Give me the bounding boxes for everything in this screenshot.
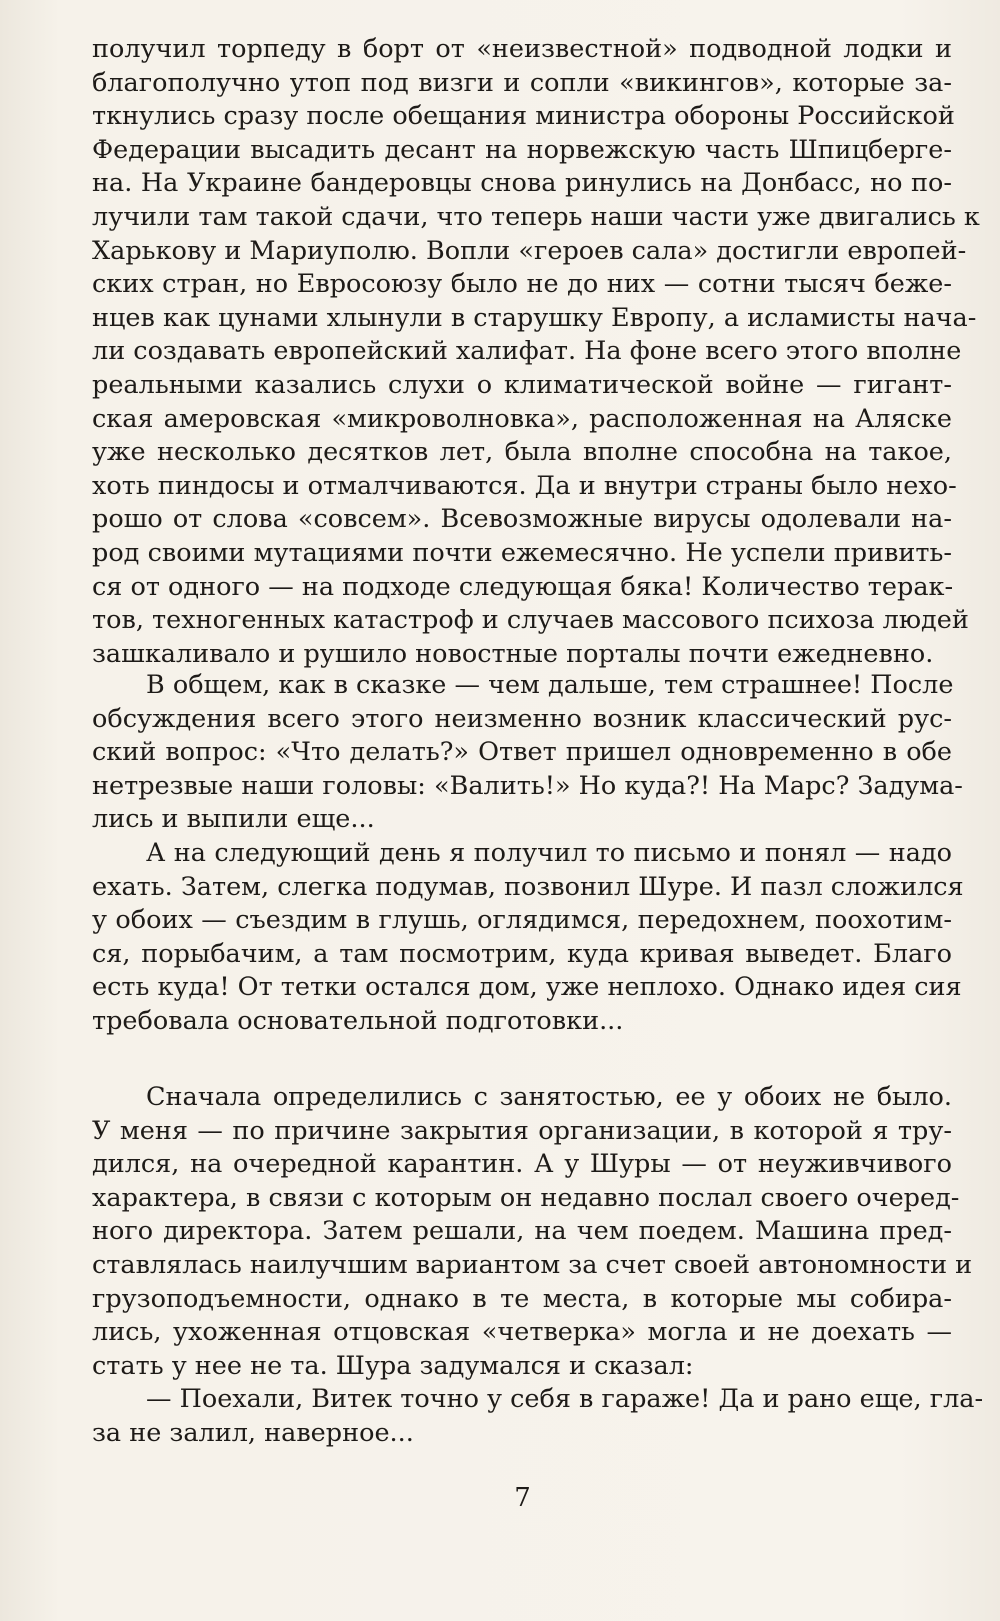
text-line: ехать. Затем, слегка подумав, позвонил Шуре. И пазл сложился — [92, 871, 964, 902]
text-line: на. На Украине бандеровцы снова ринулись на Донбасс, но по- — [92, 168, 952, 199]
text-line: ский вопрос: «Что делать?» Ответ пришел одновременно в обе — [92, 737, 952, 768]
text-line: нцев как цунами хлынули в старушку Европу, а исламисты нача- — [92, 302, 977, 333]
text-line: ткнулись сразу после обещания министра обороны Российской — [92, 101, 955, 132]
text-line: ставлялась наилучшим вариантом за счет своей автономности и — [92, 1249, 973, 1280]
paragraph-2 — [92, 669, 963, 837]
text-line: А на следующий день я получил то письмо и понял — надо — [146, 838, 952, 868]
text-line: рошо от слова «совсем». Всевозможные вирусы одолевали на- — [92, 504, 952, 535]
text-line: Харькову и Мариуполю. Вопли «героев сала» достигли европей- — [92, 235, 967, 266]
text-line: В общем, как в сказке — чем дальше, тем страшнее! После — [146, 670, 954, 700]
text-line: ся от одного — на подходе следующая бяка! Количество терак- — [92, 571, 954, 602]
text-line: род своими мутациями почти ежемесячно. Не успели привить- — [92, 537, 952, 568]
text-line: Федерации высадить десант на норвежскую часть Шпицберге- — [92, 134, 952, 165]
text-line: стать у нее не та. Шура задумался и сказал: — [92, 1350, 694, 1381]
text-line: ли создавать европейский халифат. На фоне всего этого вполне — [92, 336, 962, 367]
text-line: У меня — по причине закрытия организации, в которой я тру- — [92, 1115, 952, 1146]
paragraph-3 — [92, 837, 964, 1039]
text-line: требовала основательной подготовки... — [92, 1005, 624, 1036]
text-line: уже несколько десятков лет, была вполне способна на такое, — [92, 437, 952, 468]
text-line: нетрезвые наши головы: «Валить!» Но куда?! На Марс? Задума- — [92, 770, 963, 801]
text-line: тов, техногенных катастроф и случаев массового психоза людей — [92, 605, 969, 636]
text-line: дился, на очередной карантин. А у Шуры — от неуживчивого — [92, 1149, 952, 1180]
text-line: зашкаливало и рушило новостные порталы почти ежедневно. — [92, 638, 934, 669]
text-line: ская амеровская «микроволновка», расположенная на Аляске — [92, 403, 952, 434]
text-line: лучили там такой сдачи, что теперь наши части уже двигались к — [92, 201, 980, 232]
text-line: ских стран, но Евросоюзу было не до них — сотни тысяч беже- — [92, 269, 952, 300]
text-line: лись, ухоженная отцовская «четверка» могла и не доехать — — [92, 1317, 952, 1348]
text-line: — Поехали, Витек точно у себя в гараже! Да и рано еще, гла- — [146, 1384, 984, 1414]
text-line: ся, порыбачим, а там посмотрим, куда кривая выведет. Благо — [92, 938, 952, 969]
page-number: 7 — [514, 1483, 531, 1513]
text-line: Сначала определились с занятостью, ее у обоих не было. — [146, 1082, 952, 1112]
text-line: характера, в связи с которым он недавно послал своего очеред- — [92, 1182, 960, 1213]
paragraph-4 — [92, 1081, 973, 1383]
text-line: хоть пиндосы и отмалчиваются. Да и внутри страны было нехо- — [92, 470, 957, 501]
text-line: лись и выпили еще... — [92, 804, 375, 835]
paragraph-1 — [92, 33, 980, 671]
text-line: реальными казались слухи о климатической войне — гигант- — [92, 369, 952, 400]
text-line: обсуждения всего этого неизменно возник классический рус- — [92, 703, 952, 734]
text-line: благополучно утоп под визги и сопли «викингов», которые за- — [92, 67, 952, 98]
text-line: получил торпеду в борт от «неизвестной» подводной лодки и — [92, 34, 952, 64]
text-line: за не залил, наверное... — [92, 1417, 414, 1448]
text-line: ного директора. Затем решали, на чем поедем. Машина пред- — [92, 1216, 952, 1247]
text-line: грузоподъемности, однако в те места, в которые мы собира- — [92, 1283, 952, 1314]
paragraph-5 — [92, 1383, 984, 1450]
text-line: есть куда! От тетки остался дом, уже неплохо. Однако идея сия — [92, 972, 962, 1003]
text-line: у обоих — съездим в глушь, оглядимся, передохнем, поохотим- — [92, 905, 952, 936]
